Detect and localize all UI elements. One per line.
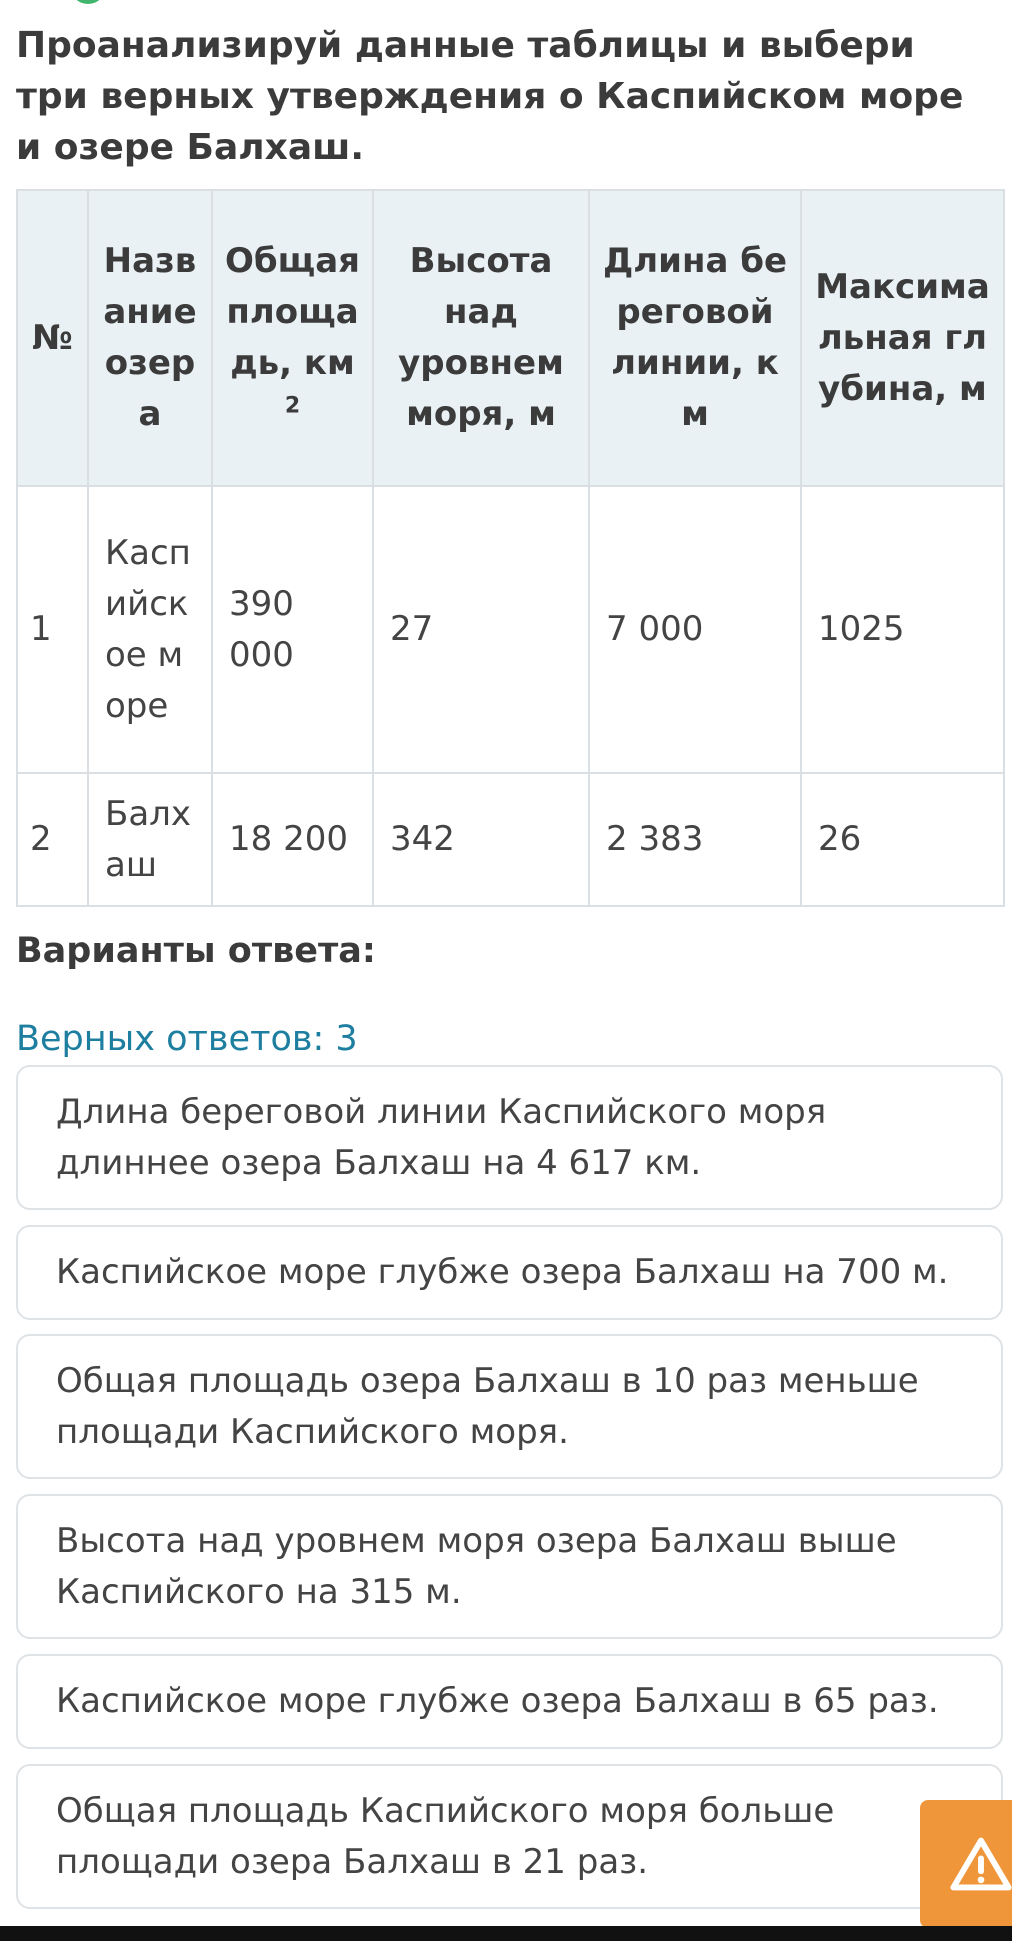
- cell-num: 1: [17, 486, 88, 773]
- data-table: [16, 189, 1005, 907]
- cell-height: 27: [373, 486, 589, 773]
- correct-count: Верных ответов: 3: [16, 1019, 358, 1059]
- cell-num: 2: [17, 773, 88, 906]
- table-header-row: [17, 190, 1004, 486]
- table-row: [17, 773, 1004, 906]
- header-coast: Длина береговой линии, км: [589, 190, 801, 486]
- cell-coast: 2 383: [589, 773, 801, 906]
- top-accent: [70, 0, 106, 4]
- table-row: [17, 486, 1004, 773]
- question-text: Проанализируй данные таблицы и выбери три верных утверждения о Каспийском море и озере Балхаш.: [16, 25, 964, 168]
- cell-depth: 1025: [801, 486, 1004, 773]
- cell-depth: 26: [801, 773, 1004, 906]
- answer-option-4[interactable]: Высота над уровнем моря озера Балхаш выше Каспийского на 315 м.: [16, 1494, 1003, 1639]
- answer-option-3[interactable]: Общая площадь озера Балхаш в 10 раз меньше площади Каспийского моря.: [16, 1334, 1003, 1479]
- answers-title: Варианты ответа:: [16, 931, 376, 971]
- cell-coast: 7 000: [589, 486, 801, 773]
- answer-option-6[interactable]: Общая площадь Каспийского моря больше площади озера Балхаш в 21 раз.: [16, 1764, 1003, 1909]
- cell-area: 390 000: [212, 486, 373, 773]
- header-area-sup: 2: [284, 393, 301, 419]
- answer-option-5[interactable]: Каспийское море глубже озера Балхаш в 65 раз.: [16, 1654, 1003, 1749]
- report-button[interactable]: [920, 1800, 1012, 1928]
- answer-option-2[interactable]: Каспийское море глубже озера Балхаш на 700 м.: [16, 1225, 1003, 1320]
- header-area: [212, 190, 373, 486]
- header-area-text: Общая площадь, км: [224, 241, 360, 383]
- cell-height: 342: [373, 773, 589, 906]
- header-name: Название озера: [88, 190, 212, 486]
- header-depth: Максимальная глубина, м: [801, 190, 1004, 486]
- cell-name: Каспийское море: [88, 486, 212, 773]
- header-height: Высота над уровнем моря, м: [373, 190, 589, 486]
- header-num: №: [17, 190, 88, 486]
- warning-icon: [950, 1830, 1012, 1898]
- cell-area: 18 200: [212, 773, 373, 906]
- cell-name: Балхаш: [88, 773, 212, 906]
- answer-option-1[interactable]: Длина береговой линии Каспийского моря длиннее озера Балхаш на 4 617 км.: [16, 1065, 1003, 1210]
- system-bottom-bar: [0, 1926, 1012, 1941]
